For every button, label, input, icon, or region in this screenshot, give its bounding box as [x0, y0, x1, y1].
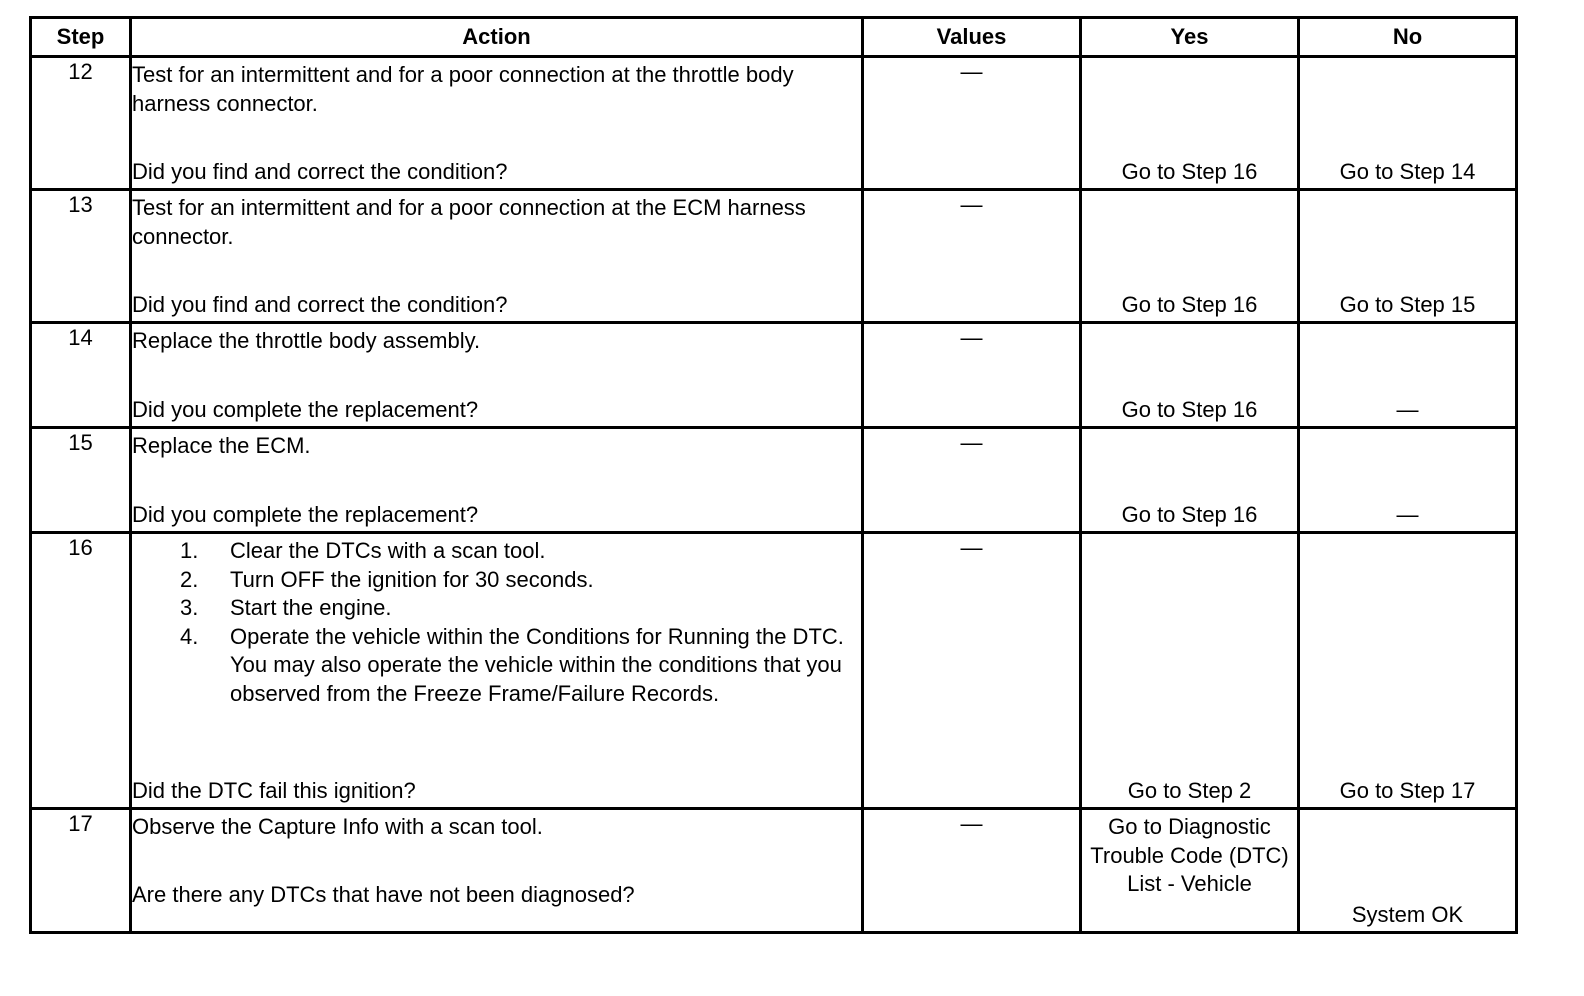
no-value: System OK: [1351, 901, 1464, 927]
substep-text: Start the engine.: [230, 595, 392, 620]
yes-link[interactable]: Go to Step 16: [1121, 158, 1258, 184]
action-text: Test for an intermittent and for a poor connection at the throttle body harness connector.: [132, 62, 794, 116]
no-value: —: [1396, 501, 1419, 527]
action-cell: [131, 809, 863, 933]
action-question: Did you find and correct the condition?: [132, 291, 508, 317]
no-cell: [1299, 190, 1517, 323]
action-cell: [131, 428, 863, 533]
yes-link[interactable]: Go to Diagnostic Trouble Code (DTC) List - Vehicle: [1090, 814, 1289, 896]
list-item: [180, 594, 861, 623]
action-cell: [131, 57, 863, 190]
yes-link[interactable]: Go to Step 16: [1121, 396, 1258, 422]
action-text: Replace the ECM.: [132, 433, 311, 458]
no-link[interactable]: Go to Step 15: [1339, 291, 1476, 317]
action-question: Did you complete the replacement?: [132, 501, 479, 527]
substep-number: 4.: [180, 623, 199, 649]
no-value: —: [1396, 396, 1419, 422]
list-item: [180, 566, 861, 595]
yes-link[interactable]: Go to Step 16: [1121, 501, 1258, 527]
table-row: [31, 57, 1517, 190]
table-row: [31, 809, 1517, 933]
yes-link[interactable]: Go to Step 16: [1121, 291, 1258, 317]
values-cell: —: [863, 428, 1081, 533]
values-cell: —: [863, 323, 1081, 428]
substep-list: [132, 537, 861, 708]
substep-number: 3.: [180, 595, 199, 620]
table-row: [31, 428, 1517, 533]
header-values: Values: [863, 18, 1081, 57]
step-number: 16: [31, 533, 131, 809]
substep-text: Clear the DTCs with a scan tool.: [230, 538, 546, 563]
no-cell: [1299, 57, 1517, 190]
yes-cell: [1081, 428, 1299, 533]
values-cell: —: [863, 809, 1081, 933]
yes-cell: [1081, 533, 1299, 809]
action-question: Are there any DTCs that have not been diagnosed?: [132, 881, 635, 907]
table-row: [31, 533, 1517, 809]
no-link[interactable]: Go to Step 17: [1339, 777, 1476, 803]
step-number: 17: [31, 809, 131, 933]
substep-text: Turn OFF the ignition for 30 seconds.: [230, 566, 594, 592]
header-step: Step: [31, 18, 131, 57]
table-row: [31, 323, 1517, 428]
substep-text: Operate the vehicle within the Conditions for Running the DTC. You may also operate the vehicle within the conditions that you observed from the Freeze Frame/Failure Records.: [230, 623, 844, 706]
values-cell: —: [863, 57, 1081, 190]
action-question: Did you complete the replacement?: [132, 396, 479, 422]
header-action: Action: [131, 18, 863, 57]
yes-cell: [1081, 809, 1299, 933]
action-text: Replace the throttle body assembly.: [132, 328, 481, 353]
step-number: 12: [31, 57, 131, 190]
step-number: 15: [31, 428, 131, 533]
substep-number: 1.: [180, 538, 199, 563]
substep-number: 2.: [180, 566, 199, 592]
yes-cell: [1081, 190, 1299, 323]
yes-link[interactable]: Go to Step 2: [1127, 777, 1252, 803]
action-text: Observe the Capture Info with a scan tool.: [132, 814, 543, 839]
yes-cell: [1081, 323, 1299, 428]
action-cell: [131, 190, 863, 323]
no-cell: [1299, 533, 1517, 809]
no-cell: [1299, 323, 1517, 428]
header-yes: Yes: [1081, 18, 1299, 57]
values-cell: —: [863, 190, 1081, 323]
list-item: [180, 623, 861, 709]
action-text: Test for an intermittent and for a poor connection at the ECM harness connector.: [132, 195, 806, 249]
table-row: [31, 190, 1517, 323]
action-question: Did you find and correct the condition?: [132, 158, 508, 184]
header-row: [31, 18, 1517, 57]
values-cell: —: [863, 533, 1081, 809]
no-cell: [1299, 809, 1517, 933]
no-link[interactable]: Go to Step 14: [1339, 158, 1476, 184]
header-no: No: [1299, 18, 1517, 57]
no-cell: [1299, 428, 1517, 533]
diagnostic-table: [29, 16, 1518, 934]
action-question: Did the DTC fail this ignition?: [132, 777, 416, 803]
step-number: 13: [31, 190, 131, 323]
list-item: [180, 537, 861, 566]
action-cell: [131, 323, 863, 428]
yes-cell: [1081, 57, 1299, 190]
step-number: 14: [31, 323, 131, 428]
action-cell: [131, 533, 863, 809]
